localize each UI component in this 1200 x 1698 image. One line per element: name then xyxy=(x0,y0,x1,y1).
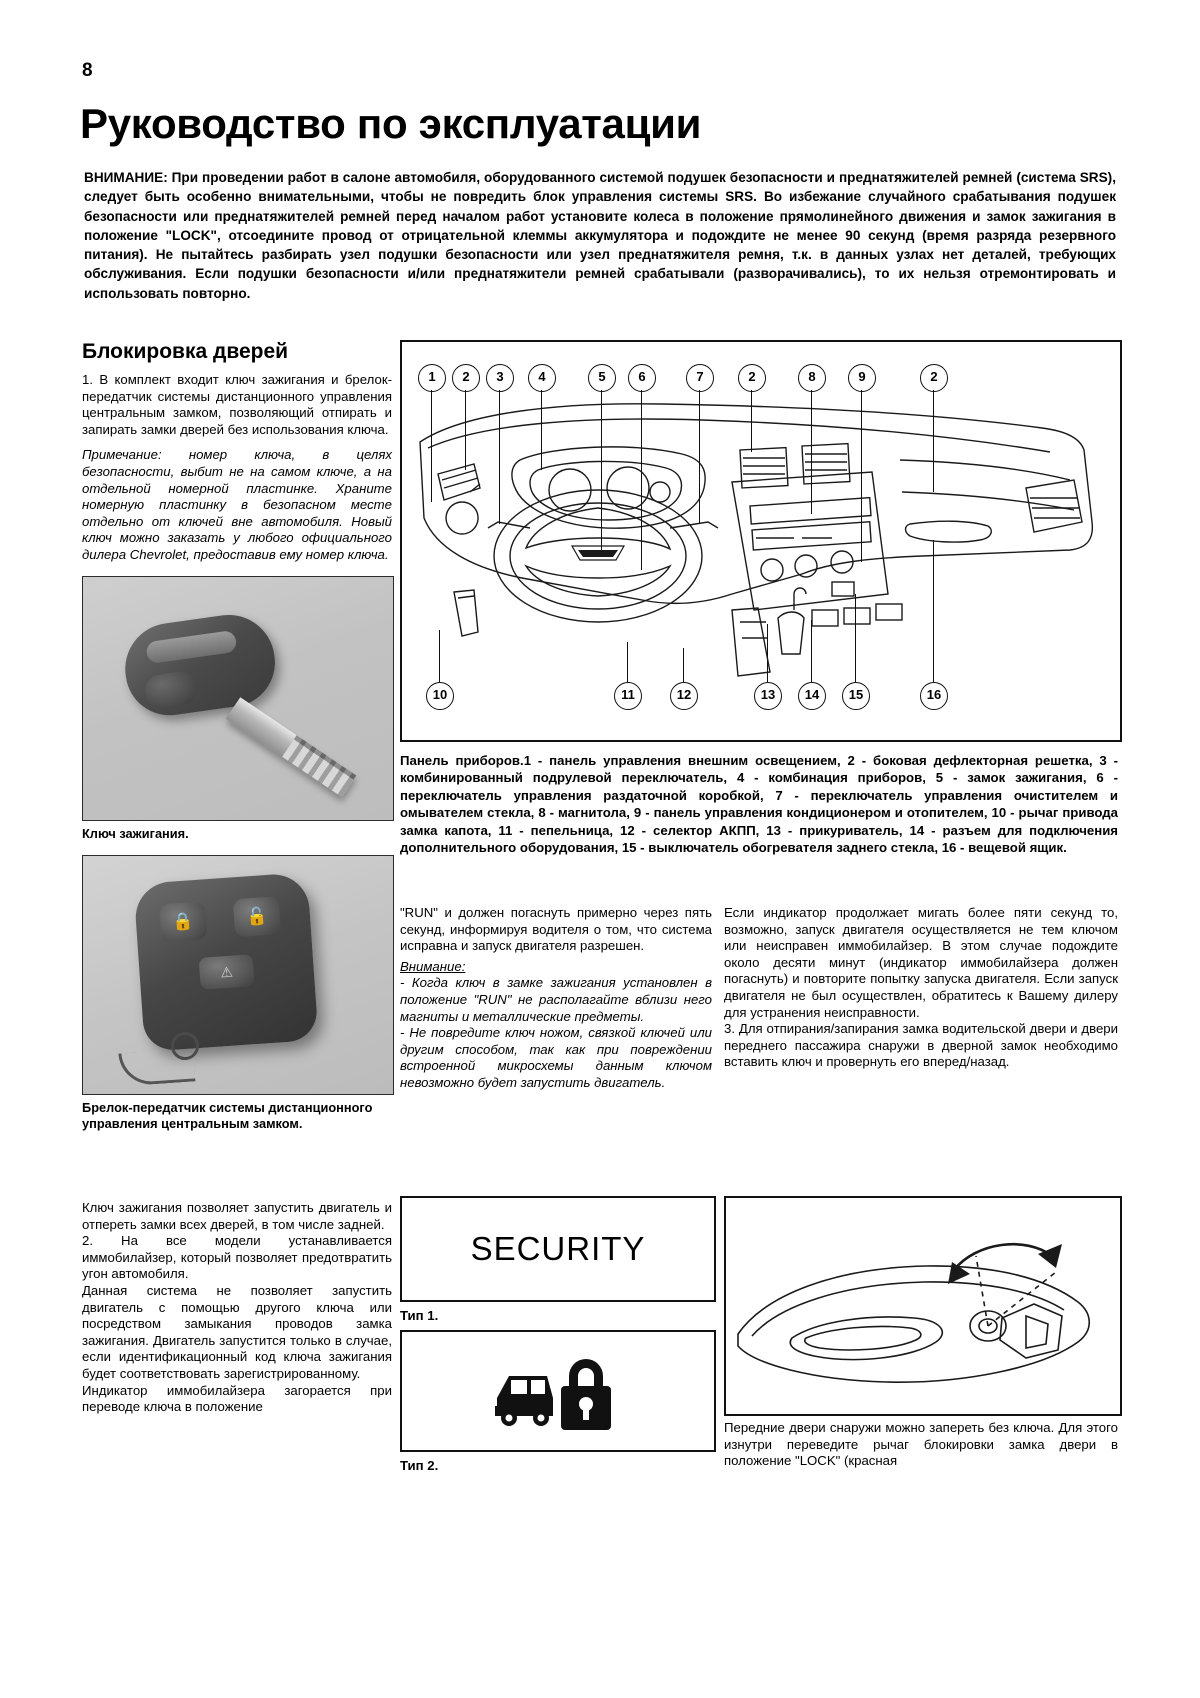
door-lock-drawing xyxy=(726,1198,1116,1410)
page-title: Руководство по эксплуатации xyxy=(80,100,702,147)
figure-security-indicator xyxy=(400,1196,716,1302)
callout-2c: 2 xyxy=(920,364,948,392)
callout-5: 5 xyxy=(588,364,616,392)
key-blade-shape xyxy=(226,697,357,797)
leader-16 xyxy=(933,540,934,682)
leader-1 xyxy=(431,390,432,502)
bullet-magnets-warning: - Когда ключ в замке зажигания установлен в положение "RUN" не располагайте вблизи него магниты и металлические предметы. xyxy=(400,975,712,1024)
caption-type-1: Тип 1. xyxy=(400,1308,439,1323)
callout-4: 4 xyxy=(528,364,556,392)
car-lock-icon xyxy=(495,1350,621,1432)
callout-16: 16 xyxy=(920,682,948,710)
panic-icon: ⚠ xyxy=(199,954,255,990)
bullet-key-damage-warning: - Не повредите ключ ножом, связкой ключей или другим способом, так как при повреждении встроенной микросхемы данным ключом невозможно будет запустить двигатель. xyxy=(400,1025,712,1090)
leader-2b xyxy=(751,390,752,452)
right-column xyxy=(724,905,1118,1071)
security-label: SECURITY xyxy=(470,1230,646,1267)
callout-3: 3 xyxy=(486,364,514,392)
callout-15: 15 xyxy=(842,682,870,710)
leader-9 xyxy=(861,390,862,562)
callout-7: 7 xyxy=(686,364,714,392)
callout-12: 12 xyxy=(670,682,698,710)
leader-5 xyxy=(601,390,602,550)
paragraph-door-key-operation: 3. Для отпирания/запирания замка водительской двери и двери переднего пассажира снаружи в дверной замок необходимо вставить ключ и провернуть его вперед/назад. xyxy=(724,1021,1118,1070)
leader-15 xyxy=(855,594,856,682)
figure-door-lock-key xyxy=(724,1196,1122,1416)
key-head-shape xyxy=(119,609,280,721)
left-column xyxy=(82,340,392,1131)
paragraph-immobilizer-intro: 2. На все модели устанавливается иммобилайзер, который позволяет предотвратить угон автомобиля. xyxy=(82,1233,392,1282)
callout-10: 10 xyxy=(426,682,454,710)
callout-14: 14 xyxy=(798,682,826,710)
leader-7 xyxy=(699,390,700,524)
callout-11: 11 xyxy=(614,682,642,710)
fob-body-shape xyxy=(133,872,318,1052)
note-key-number: Примечание: номер ключа, в целях безопасности, выбит не на самом ключе, а на отдельной номерной пластинке. Храните номерную пластинку в безопасном месте отдельно от ключей вне автомобиля. Новый ключ можно заказать у любого официального дилера Chevrolet, предоставив ему номер ключа. xyxy=(82,447,392,562)
paragraph-indicator-blinking: Если индикатор продолжает мигать более пяти секунд то, возможно, запуск двигателя осуществляется не тем ключом или неисправен иммобилайзер. В этом случае подождите около десяти минут (индикатор иммобилайзера должен погаснуть) и повторите попытку запуска двигателя. Если запуск двигателя не был осуществлен, обратитесь к Вашему дилеру для устранения неисправности. xyxy=(724,905,1118,1020)
lock-open-icon: 🔓 xyxy=(233,896,282,937)
paragraph-immobilizer-details: Данная система не позволяет запустить двигатель с помощью другого ключа или посредством замыкания проводов замка зажигания. Двигатель запустится только в случае, если идентификационный код ключа зажигания будет соответствовать зарегистрированному. xyxy=(82,1282,392,1381)
callout-13: 13 xyxy=(754,682,782,710)
safety-warning-text: ВНИМАНИЕ: При проведении работ в салоне автомобиля, оборудованного системой подушек безопасности и преднатяжителей ремней (система SRS), следует быть особенно внимательными, чтобы не повредить блок управления системы SRS. Во избежание случайного срабатывания подушек безопасности или преднатяжителей ремней перед началом работ установите колеса в положение прямолинейного движения и замок зажигания в положение "LOCK", отсоедините провод от отрицательной клеммы аккумулятора и подождите не менее 90 секунд (время разряда резервного питания). Не пытайтесь разбирать узел подушки безопасности или узел преднатяжителя ремня, т.к. в данных узлах нет деталей, требующих обслуживания. Если подушки безопасности и/или преднатяжители ремней срабатывали (разворачивались), то их нельзя отремонтировать и использовать повторно. xyxy=(84,170,1116,301)
callout-6: 6 xyxy=(628,364,656,392)
callout-2b: 2 xyxy=(738,364,766,392)
section-heading-door-lock: Блокировка дверей xyxy=(82,340,289,363)
paragraph-run-indicator: "RUN" и должен погаснуть примерно через пять секунд, информируя водителя о том, что система исправна и запуск двигателя разрешен. xyxy=(400,905,712,954)
caption-ignition-key: Ключ зажигания. xyxy=(82,825,189,841)
instrument-panel-drawing xyxy=(402,342,1116,736)
middle-column xyxy=(400,905,712,1092)
callout-9: 9 xyxy=(848,364,876,392)
callout-8: 8 xyxy=(798,364,826,392)
callout-1: 1 xyxy=(418,364,446,392)
figure-caption-instrument-panel: Панель приборов.1 - панель управления внешним освещением, 2 - боковая дефлекторная решетка, 3 - комбинированный подрулевой переключатель, 4 - комбинация приборов, 5 - замок зажигания, 6 - переключатель управления раздаточной коробкой, 7 - переключатель управления очистителем и омывателем стекла, 8 - магнитола, 9 - панель управления кондиционером и отопителем, 10 - рычаг привода замка капота, 11 - пепельница, 12 - селектор АКПП, 13 - прикуриватель, 14 - разъем для подключения дополнительного оборудования, 15 - выключатель обогревателя заднего стекла, 16 - вещевой ящик. xyxy=(400,753,1118,856)
leader-2a xyxy=(465,390,466,470)
leader-14 xyxy=(811,620,812,682)
leader-6 xyxy=(641,390,642,570)
leader-3 xyxy=(499,390,500,524)
leader-2c xyxy=(933,390,934,492)
paragraph-key-functions: Ключ зажигания позволяет запустить двигатель и отпереть замки всех дверей, в том числе задней. xyxy=(82,1200,392,1232)
caption-remote-fob: Брелок-передатчик системы дистанционного управления центральным замком. xyxy=(82,1100,373,1131)
leader-11 xyxy=(627,642,628,682)
photo-ignition-key xyxy=(82,576,394,821)
lock-closed-icon: 🔒 xyxy=(159,901,208,942)
leader-13 xyxy=(767,624,768,682)
leader-12 xyxy=(683,648,684,682)
leader-4 xyxy=(541,390,542,470)
left-column-lower xyxy=(82,1200,392,1416)
callout-2a: 2 xyxy=(452,364,480,392)
photo-remote-fob xyxy=(82,855,394,1095)
leader-8 xyxy=(811,390,812,514)
page-number: 8 xyxy=(82,60,93,81)
figure-lock-indicator xyxy=(400,1330,716,1452)
caption-door-lock: Передние двери снаружи можно запереть без ключа. Для этого изнутри переведите рычаг блокировки замка двери в положение "LOCK" (красная xyxy=(724,1420,1118,1469)
paragraph-key-set: 1. В комплект входит ключ зажигания и брелок-передатчик системы дистанционного управления центральным замком, позволяющий отпирать и запирать замки дверей без использования ключа. xyxy=(82,372,392,437)
caption-type-2: Тип 2. xyxy=(400,1458,439,1473)
paragraph-immobilizer-indicator: Индикатор иммобилайзера загорается при переводе ключа в положение xyxy=(82,1382,392,1415)
figure-instrument-panel xyxy=(400,340,1122,742)
attention-heading: Внимание: xyxy=(400,958,466,974)
leader-10 xyxy=(439,630,440,682)
